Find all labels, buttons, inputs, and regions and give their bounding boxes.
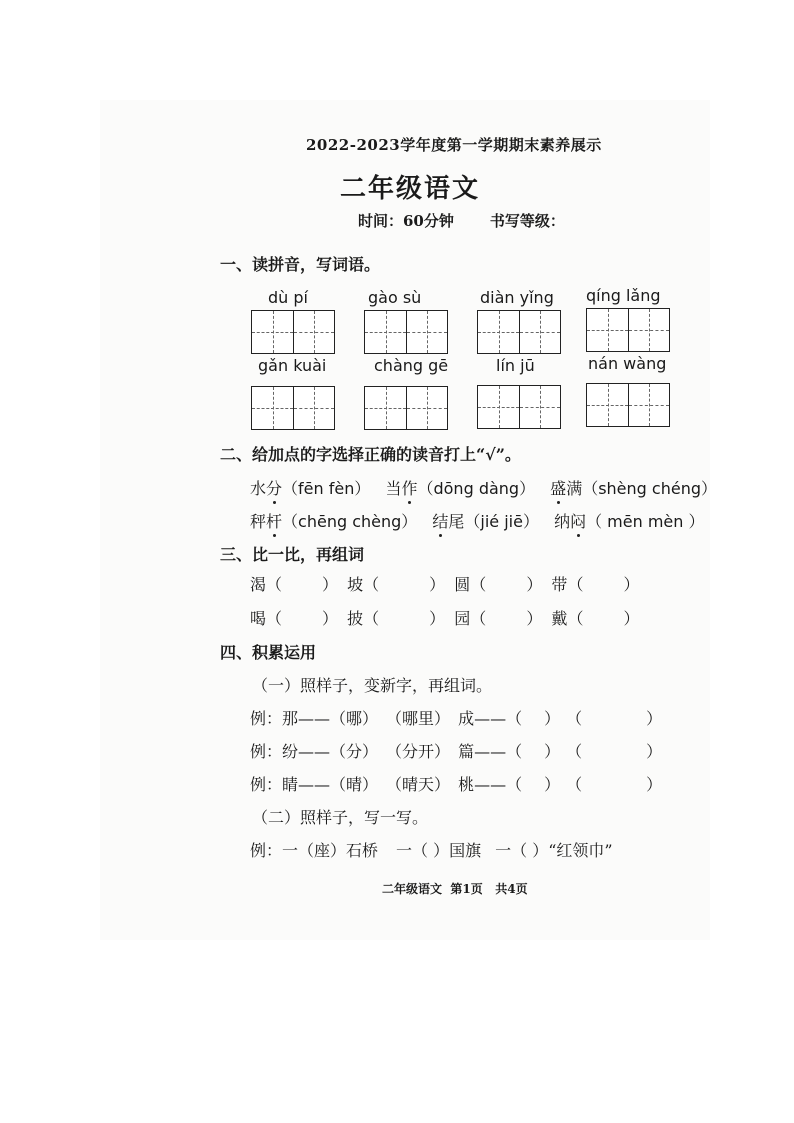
pronunciation-row [250, 476, 717, 499]
character-writing-box[interactable] [251, 310, 335, 354]
pinyin-options[interactable]: （jié jiē） [464, 512, 539, 531]
compare-char: 圆 [454, 575, 471, 594]
example-row: 例：纷——（分） （分开） 篇——（ ） （ ） [250, 742, 663, 761]
compare-char: 园 [454, 609, 471, 628]
pinyin-label: diàn yǐng [480, 288, 554, 307]
character-writing-box[interactable] [251, 386, 335, 430]
pinyin-label: qíng lǎng [586, 286, 661, 305]
compare-char: 渴 [250, 575, 267, 594]
page-footer [382, 880, 528, 897]
word-item: 水分 [250, 479, 283, 498]
compare-char: 带 [551, 575, 568, 594]
word-item: 盛满 [550, 479, 583, 498]
answer-blank[interactable]: （ ） [266, 609, 339, 628]
compare-row [250, 606, 639, 629]
answer-blank[interactable]: （ ） [363, 575, 446, 594]
word-item: 结尾 [432, 512, 465, 531]
compare-char: 坡 [347, 575, 364, 594]
compare-row [250, 572, 639, 595]
answer-blank[interactable]: （ ） [566, 775, 663, 794]
answer-blank[interactable]: （ ） [470, 575, 543, 594]
pinyin-label: nán wàng [588, 354, 667, 373]
character-writing-box[interactable] [364, 310, 448, 354]
section-1-heading: 一、读拼音，写词语。 [220, 255, 381, 274]
compare-char: 戴 [551, 609, 568, 628]
answer-blank[interactable]: （ ） [506, 709, 561, 728]
pronunciation-row [250, 509, 705, 532]
section-2-heading: 二、给加点的字选择正确的读音打上“√”。 [220, 445, 521, 464]
pinyin-label: gǎn kuài [258, 356, 327, 375]
compare-char: 喝 [250, 609, 267, 628]
answer-blank[interactable]: （ ） [566, 709, 663, 728]
measure-example: 例：一（座）石桥 [250, 841, 379, 860]
character-writing-box[interactable] [586, 383, 670, 427]
character-writing-box[interactable] [364, 386, 448, 430]
answer-blank[interactable]: （ ） [266, 575, 339, 594]
character-writing-box[interactable] [477, 310, 561, 354]
answer-blank[interactable]: （ ） [567, 609, 640, 628]
character-writing-box[interactable] [586, 308, 670, 352]
answer-blank[interactable]: （ ） [363, 609, 446, 628]
measure-item[interactable]: 一（ ）国旗 [396, 841, 482, 860]
compare-char: 披 [347, 609, 364, 628]
answer-blank[interactable]: （ ） [470, 609, 543, 628]
pinyin-label: chàng gē [374, 356, 449, 375]
example-row: 例：那——（哪） （哪里） 成——（ ） （ ） [250, 709, 663, 728]
pinyin-label: lín jū [496, 356, 535, 375]
page-title: 二年级语文 [340, 174, 481, 204]
pinyin-label: dù pí [268, 288, 308, 307]
pinyin-options[interactable]: （dōng dàng） [417, 479, 536, 498]
time-label: 时间：60分钟 [358, 212, 454, 230]
answer-blank[interactable]: （ ） [506, 742, 561, 761]
exam-info-line [358, 210, 565, 231]
character-writing-box[interactable] [477, 385, 561, 429]
word-item: 秤杆 [250, 512, 283, 531]
word-item: 纳闷 [554, 512, 587, 531]
pinyin-options[interactable]: （fēn fèn） [282, 479, 371, 498]
section-3-heading: 三、比一比，再组词 [220, 545, 365, 564]
footer-subject: 二年级语文 [382, 882, 443, 896]
footer-page: 第1页 [450, 882, 483, 896]
section-4-heading: 四、积累运用 [220, 643, 317, 662]
writing-grade-label: 书写等级： [489, 212, 565, 230]
exam-year-line: 2022-2023学年度第一学期期末素养展示 [306, 136, 602, 154]
pinyin-options[interactable]: （shèng chéng） [582, 479, 717, 498]
answer-blank[interactable]: （ ） [566, 742, 663, 761]
subsection-heading: （一）照样子，变新字，再组词。 [252, 676, 493, 695]
pinyin-options[interactable]: （chēng chèng） [282, 512, 418, 531]
word-item: 当作 [385, 479, 418, 498]
pinyin-label: gào sù [368, 288, 422, 307]
example-row: 例：睛——（晴） （晴天） 桃——（ ） （ ） [250, 775, 663, 794]
answer-blank[interactable]: （ ） [506, 775, 561, 794]
pinyin-options[interactable]: （ mēn mèn ） [586, 512, 705, 531]
footer-total: 共4页 [495, 882, 528, 896]
answer-blank[interactable]: （ ） [567, 575, 640, 594]
measure-item[interactable]: 一（ ）“红领巾” [495, 841, 613, 860]
measure-word-row [250, 838, 613, 861]
subsection-heading: （二）照样子，写一写。 [252, 808, 429, 827]
